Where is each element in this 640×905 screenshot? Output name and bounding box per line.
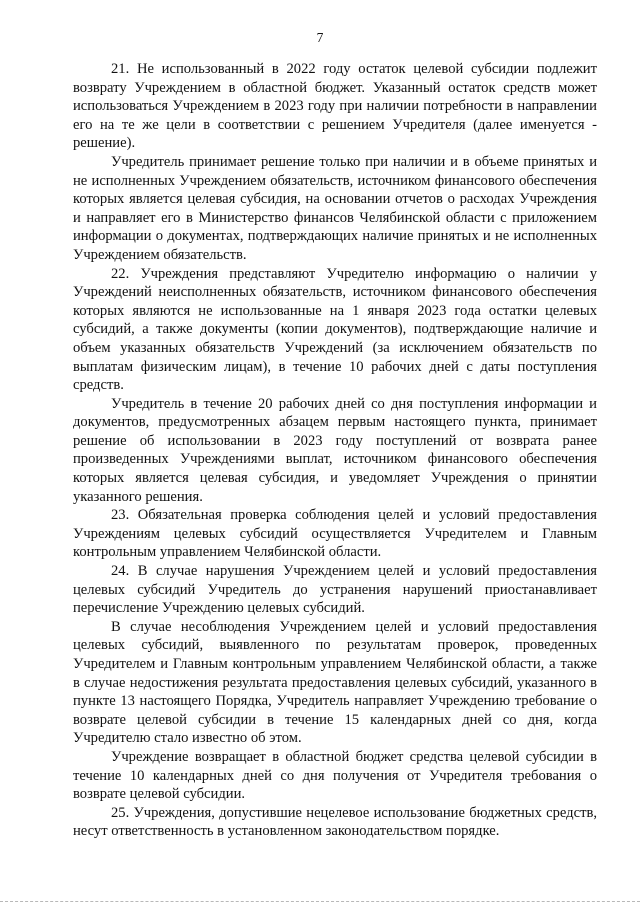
paragraph-22-decision: Учредитель в течение 20 рабочих дней со дня поступления информации и документов, предусмотренных абзацем первым настоящего пункта, принимает решение об использовании в 2023 году поступлений от возврата ранее произведенных Учреждениями выплат, источником финансового обеспечения которых является целевая субсидия, и уведомляет Учреждения о принятии указанного решения.: [73, 395, 597, 505]
document-body: [73, 60, 597, 841]
paragraph-22: 22. Учреждения представляют Учредителю информацию о наличии у Учреждений неисполненных обязательств, источником финансового обеспечения которых являются не использованные на 1 января 2023 года остатки целевых субсидий, а также документы (копии документов), подтверждающие наличие и объем указанных обязательств Учреждений (за исключением обязательств по выплатам физическим лицам), в течение 10 рабочих дней с даты поступления средств.: [73, 265, 597, 394]
paragraph-24-return: Учреждение возвращает в областной бюджет средства целевой субсидии в течение 10 календарных дней со дня получения от Учредителя требования о возврате целевой субсидии.: [73, 748, 597, 803]
paragraph-23: 23. Обязательная проверка соблюдения целей и условий предоставления Учреждениям целевых субсидий осуществляется Учредителем и Главным контрольным управлением Челябинской области.: [73, 507, 597, 561]
paragraph-21: 21. Не использованный в 2022 году остаток целевой субсидии подлежит возврату Учреждением в областной бюджет. Указанный остаток средств может использоваться Учреждением в 2023 году при наличии потребности в направлении его на те же цели в соответствии с решением Учредителя (далее именуется - решение).: [73, 61, 597, 152]
scan-edge-line: [0, 901, 640, 902]
paragraph-24: 24. В случае нарушения Учреждением целей и условий предоставления целевых субсидий Учредитель до устранения нарушений приостанавливает перечисление Учреждению целевых субсидий.: [73, 563, 597, 617]
paragraph-21-decision: Учредитель принимает решение только при наличии и в объеме принятых и не исполненных Учреждением обязательств, источником финансового обеспечения которых является целевая субсидия, на основании отчетов о расходах Учреждения и направляет его в Министерство финансов Челябинской области с приложением информации о документах, подтверждающих наличие принятых и не исполненных Учреждением обязательств.: [73, 153, 597, 263]
paragraph-25: 25. Учреждения, допустившие нецелевое использование бюджетных средств, несут ответственность в установленном законодательством порядке.: [73, 804, 597, 840]
paragraph-24-violation: В случае несоблюдения Учреждением целей и условий предоставления целевых субсидий, выявленного по результатам проверок, проведенных Учредителем и Главным контрольным управлением Челябинской области, а также в случае недостижения результата предоставления целевых субсидий, указанного в пункте 13 настоящего Порядка, Учредитель направляет Учреждению требование о возврате целевой субсидии в течение 15 календарных дней со дня, когда Учредителю стало известно об этом.: [73, 618, 597, 747]
page-number: 7: [316, 30, 324, 45]
